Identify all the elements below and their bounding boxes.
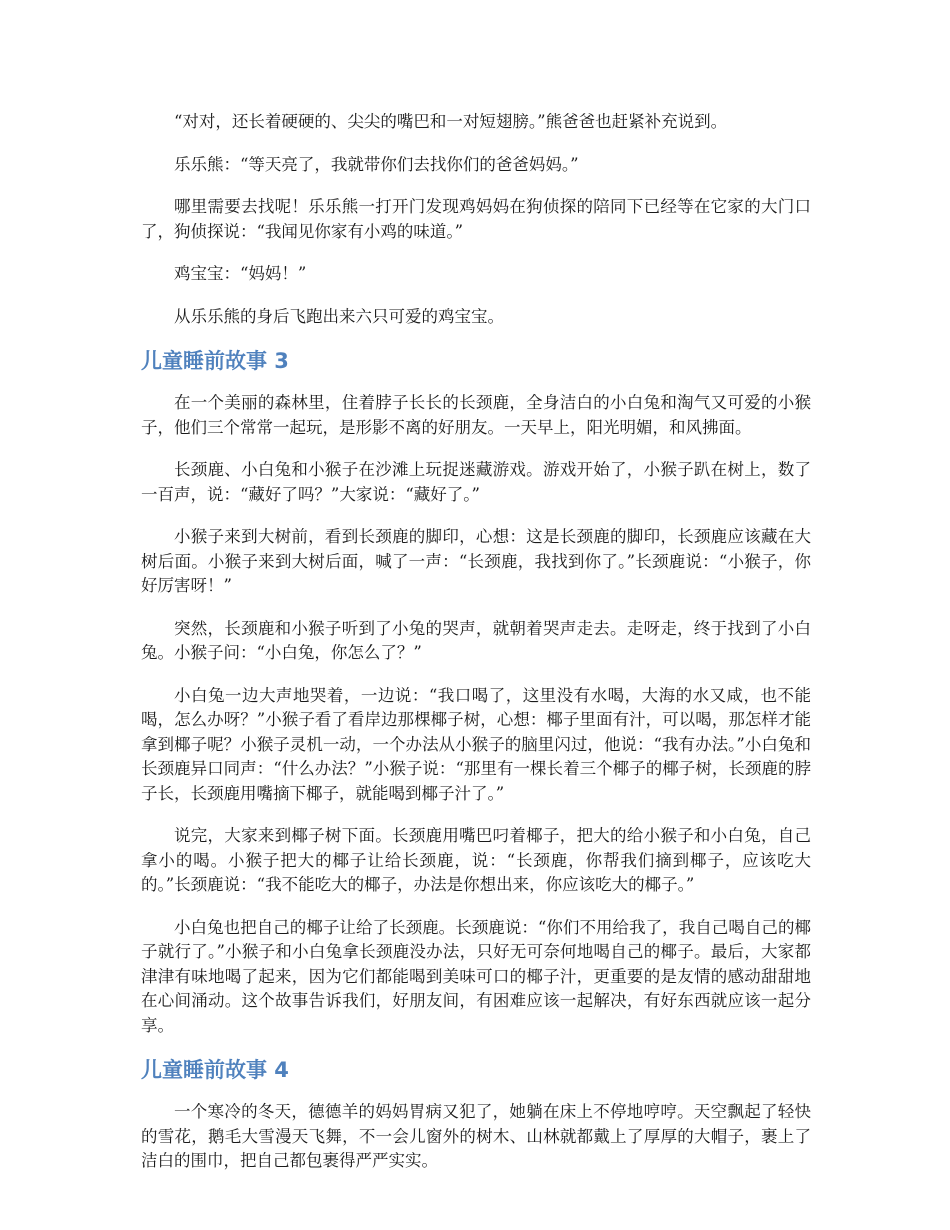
paragraph: 哪里需要去找呢！乐乐熊一打开门发现鸡妈妈在狗侦探的陪同下已经等在它家的大门口了，狗侦探说：“我闻见你家有小鸡的味道。” <box>141 197 811 241</box>
paragraph: 在一个美丽的森林里，住着脖子长长的长颈鹿，全身洁白的小白兔和淘气又可爱的小猴子，他们三个常常一起玩，是形影不离的好朋友。一天早上，阳光明媚，和风拂面。 <box>141 393 811 437</box>
paragraph: 突然，长颈鹿和小猴子听到了小兔的哭声，就朝着哭声走去。走呀走，终于找到了小白兔。小猴子问：“小白兔，你怎么了？” <box>141 618 811 662</box>
story-3-section <box>141 347 811 1038</box>
intro-section <box>141 110 811 329</box>
paragraph: 从乐乐熊的身后飞跑出来六只可爱的鸡宝宝。 <box>174 306 504 326</box>
paragraph: 小白兔一边大声地哭着，一边说：“我口喝了，这里没有水喝，大海的水又咸，也不能喝，怎么办呀？”小猴子看了看岸边那棵椰子树，心想：椰子里面有汁，可以喝，那怎样才能拿到椰子呢？小猴子灵机一动，一个办法从小猴子的脑里闪过，他说：“我有办法。”小白兔和长颈鹿异口同声：“什么办法？”小猴子说：“那里有一棵长着三个椰子的椰子树，长颈鹿的脖子长，长颈鹿用嘴摘下椰子，就能喝到椰子汁了。” <box>141 685 811 803</box>
paragraph: 小白兔也把自己的椰子让给了长颈鹿。长颈鹿说：“你们不用给我了，我自己喝自己的椰子就行了。”小猴子和小白兔拿长颈鹿没办法，只好无可奈何地喝自己的椰子。最后，大家都津津有味地喝了起来，因为它们都能喝到美味可口的椰子汁，更重要的是友情的感动甜甜地在心间涌动。这个故事告诉我们，好朋友间，有困难应该一起解决，有好东西就应该一起分享。 <box>141 917 811 1035</box>
paragraph: 长颈鹿、小白兔和小猴子在沙滩上玩捉迷藏游戏。游戏开始了，小猴子趴在树上，数了一百声，说：“藏好了吗？”大家说：“藏好了。” <box>141 460 811 504</box>
story-4-heading: 儿童睡前故事 4 <box>141 1058 289 1082</box>
story-4-section <box>141 1056 811 1174</box>
paragraph: 鸡宝宝：“妈妈！” <box>174 264 307 283</box>
story-3-heading: 儿童睡前故事 3 <box>141 349 289 373</box>
paragraph: 乐乐熊：“等天亮了，我就带你们去找你们的爸爸妈妈。” <box>174 154 579 174</box>
paragraph: 一个寒冷的冬天，德德羊的妈妈胃病又犯了，她躺在床上不停地哼哼。天空飘起了轻快的雪花，鹅毛大雪漫天飞舞，不一会儿窗外的树木、山林就都戴上了厚厚的大帽子，裹上了洁白的围巾，把自己都包裹得严严实实。 <box>141 1102 811 1170</box>
paragraph: 小猴子来到大树前，看到长颈鹿的脚印，心想：这是长颈鹿的脚印，长颈鹿应该藏在大树后面。小猴子来到大树后面，喊了一声：“长颈鹿，我找到你了。”长颈鹿说：“小猴子，你好厉害呀！” <box>141 527 811 595</box>
paragraph: “对对，还长着硬硬的、尖尖的嘴巴和一对短翅膀。”熊爸爸也赶紧补充说到。 <box>174 112 728 131</box>
document-page <box>141 110 811 1192</box>
paragraph: 说完，大家来到椰子树下面。长颈鹿用嘴巴叼着椰子，把大的给小猴子和小白兔，自己拿小的喝。小猴子把大的椰子让给长颈鹿，说：“长颈鹿，你帮我们摘到椰子，应该吃大的。”长颈鹿说：“我不能吃大的椰子，办法是你想出来，你应该吃大的椰子。” <box>141 826 811 894</box>
